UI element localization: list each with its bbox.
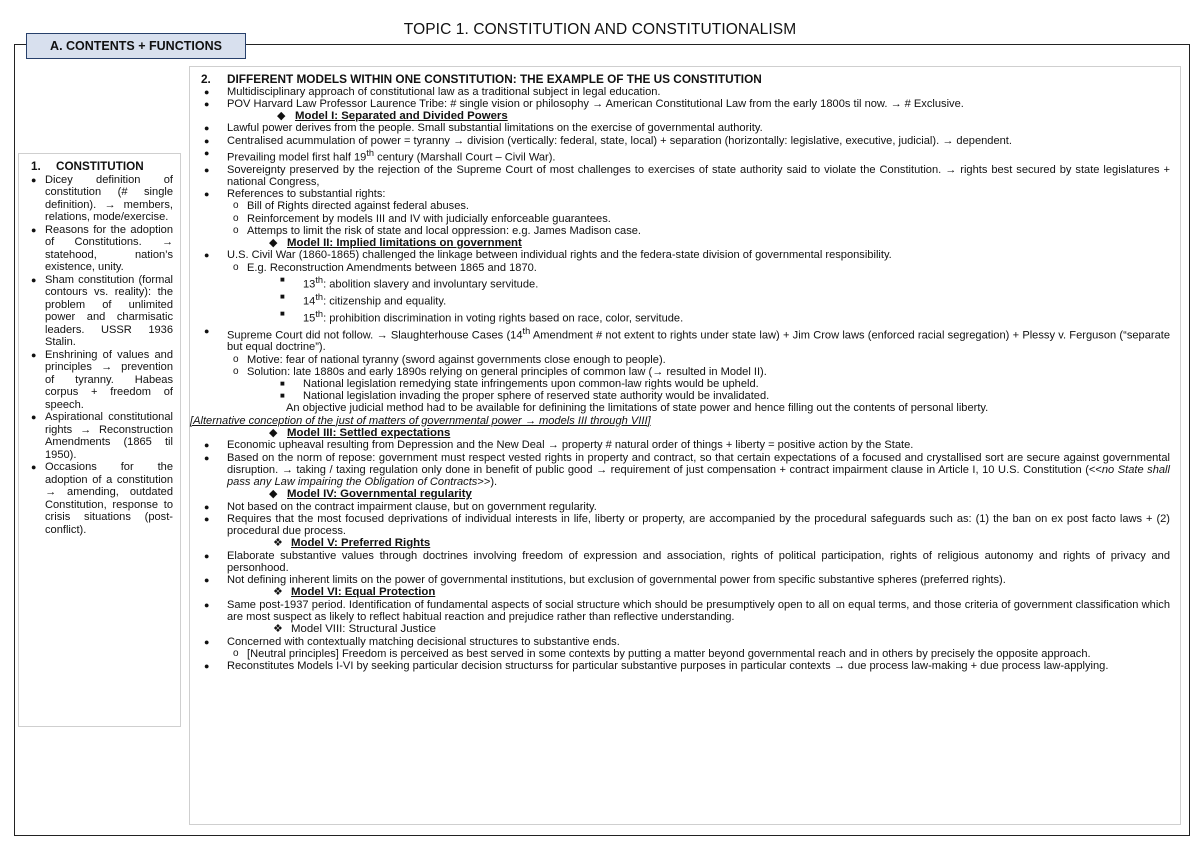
bullet-icon: ●: [31, 412, 37, 422]
diamond-icon: ◆: [277, 109, 286, 122]
list-item: ● References to substantial rights:: [201, 188, 1170, 200]
square-bullet-icon: ■: [280, 379, 285, 388]
list-item: ● Aspirational constitutional rights → Reconstruction Amendments (1865 til 1950).: [31, 411, 173, 461]
list-item: ● Sham constitution (formal contours vs. reality): the problem of unlimited power and charmisatic leaders. USSR 1936 Stalin.: [31, 273, 173, 348]
bullet-icon: ●: [31, 462, 37, 472]
circle-bullet-icon: o: [233, 647, 239, 659]
right-heading: [201, 73, 1170, 86]
sub-list-item: o Bill of Rights directed against federal abuses.: [201, 200, 1170, 212]
list-item: ● Same post-1937 period. Identification of fundamental aspects of social structure which should be presumptively open to all on equal terms, and those criteria of government classification which are most suspect as likely to reflect habitual reaction and prejudice rather than reflective understanding.: [201, 599, 1170, 623]
diamond-icon: ◆: [269, 488, 278, 501]
sub-list-item: o [Neutral principles] Freedom is perceived as best served in some contexts by putting a matter beyond governmental reach and in others by precisely the opposite approach.: [201, 648, 1170, 660]
square-bullet-icon: ■: [280, 274, 285, 284]
bullet-icon: ●: [204, 86, 210, 97]
page-title: TOPIC 1. CONSTITUTION AND CONSTITUTIONALISM: [403, 21, 797, 38]
list-item: ● Based on the norm of repose: government must respect vested rights in property and contract, so that certain expectations of a focused and crystallised sort are secure against governmental disruption. → taking / taxing regulation only done in benefit of public good → requirement of just compensation + contract impairment clause in Article I, 10 U.S. Constitution (<<no State shall pass any Law impairing the Obligation of Contracts>>).: [201, 452, 1170, 489]
sub-list-item: o Reinforcement by models III and IV with judicially enforceable guarantees.: [201, 213, 1170, 225]
list-item: ● Requires that the most focused deprivations of individual interests in life, liberty or property, are accompanied by the procedural safeguards such as: (1) the ban on ex post facto laws + (2) procedural due process.: [201, 513, 1170, 537]
bullet-icon: ●: [204, 513, 210, 524]
bullet-icon: ●: [204, 135, 210, 146]
right-column: [189, 66, 1181, 825]
left-heading-number: 1.: [31, 160, 41, 173]
list-item: ● Sovereignty preserved by the rejection of the Supreme Court of most challenges to exercises of state authority said to violate the Constitution. → rights best secured by state legislatures + national Congress,: [201, 164, 1170, 188]
model-3-title: ◆ Model III: Settled expectations: [269, 426, 451, 439]
section-tab: A. CONTENTS + FUNCTIONS: [26, 33, 246, 59]
list-item: ● Dicey definition of constitution (# single definition). → members, relations, mode/exercise.: [31, 173, 173, 223]
bullet-icon: ●: [31, 224, 37, 235]
right-heading-text: DIFFERENT MODELS WITHIN ONE CONSTITUTION: THE EXAMPLE OF THE US CONSTITUTION: [227, 72, 762, 86]
bullet-icon: ●: [204, 636, 210, 647]
bullet-icon: ●: [204, 325, 210, 336]
bullet-icon: ●: [204, 575, 210, 586]
square-bullet-icon: ■: [280, 291, 285, 301]
circle-bullet-icon: o: [233, 212, 239, 224]
model-8-title: ❖ Model VIII: Structural Justice: [273, 623, 436, 636]
list-item: ● Prevailing model first half 19th century (Marshall Court – Civil War).: [201, 147, 1170, 164]
sub-sub-list-item: ■ 14th: citizenship and equality.: [201, 291, 1170, 308]
bullet-icon: ●: [31, 174, 37, 185]
square-bullet-icon: ■: [280, 391, 285, 401]
circle-bullet-icon: o: [233, 224, 239, 236]
right-heading-number: 2.: [201, 72, 211, 86]
circle-bullet-icon: o: [233, 200, 239, 212]
list-item: ● POV Harvard Law Professor Laurence Tribe: # single vision or philosophy → American Constitutional Law from the early 1800s til now. → # Exclusive.: [201, 98, 1170, 110]
diamond-icon: ◆: [269, 236, 278, 249]
list-item: ● Elaborate substantive values through doctrines involving freedom of expression and association, rights of political participation, rights of religious autonomy and rights of privacy and personhood.: [201, 550, 1170, 574]
paragraph: An objective judicial method had to be available for definining the limitations of state power and hence filling out the contents of personal liberty.: [286, 402, 989, 415]
list-item: ● Multidisciplinary approach of constitutional law as a traditional subject in legal education.: [201, 86, 1170, 98]
list-item: ● Centralised acummulation of power = tyranny → division (vertically: federal, state, local) + separation (horizontally: legislative, executive, judicial). → dependent.: [201, 135, 1170, 147]
list-item: ● U.S. Civil War (1860-1865) challenged the linkage between individual rights and the federa-state division of governmental responsibility.: [201, 249, 1170, 261]
model-1-title: ◆ Model I: Separated and Divided Powers: [277, 109, 508, 122]
bullet-icon: ●: [204, 147, 210, 158]
bullet-icon: ●: [204, 440, 210, 451]
model-2-title: ◆ Model II: Implied limitations on government: [269, 236, 522, 249]
circle-bullet-icon: o: [233, 353, 239, 365]
list-item: ● Supreme Court did not follow. → Slaughterhouse Cases (14th Amendment # not extent to rights under state law) + Jim Crow laws (enforced racial segregation) + Plessy v. Ferguson (“separate but equal doctrine”).: [201, 325, 1170, 354]
bullet-icon: ●: [204, 164, 210, 175]
model-4-title: ◆ Model IV: Governmental regularity: [269, 488, 472, 501]
bullet-icon: ●: [31, 274, 37, 285]
list-item: ● Not defining inherent limits on the power of governmental institutions, but exclusion of governmental power from specific substantive spheres (preferred rights).: [201, 574, 1170, 586]
bullet-icon: ●: [31, 349, 37, 360]
alternative-conception-note: [Alternative conception of the just of matters of governmental power → models III through VIII]: [190, 414, 651, 427]
sub-sub-list-item: ■ 13th: abolition slavery and involuntary servitude.: [201, 274, 1170, 291]
diamond-icon: ◆: [269, 426, 278, 439]
sub-list-item: o Solution: late 1880s and early 1890s relying on general principles of common law (→ resulted in Model II).: [201, 366, 1170, 378]
bullet-icon: ●: [204, 189, 210, 200]
list-item: ● Economic upheaval resulting from Depression and the New Deal → property # natural order of things + liberty = positive action by the State.: [201, 439, 1170, 451]
bullet-icon: ●: [204, 661, 210, 672]
sub-list-item: o Attemps to limit the risk of state and local oppression: e.g. James Madison case.: [201, 225, 1170, 237]
bullet-icon: ●: [204, 123, 210, 134]
list-item: ● Occasions for the adoption of a constitution → amending, outdated Constitution, response to crisis situations (post-conflict).: [31, 461, 173, 536]
circle-bullet-icon: o: [233, 261, 239, 273]
sub-list-item: o E.g. Reconstruction Amendments between 1865 and 1870.: [201, 262, 1170, 274]
four-diamond-icon: ❖: [273, 537, 283, 550]
four-diamond-icon: ❖: [273, 623, 283, 636]
model-6-title: ❖ Model VI: Equal Protection: [273, 586, 436, 599]
list-item: ● Reconstitutes Models I-VI by seeking particular decision structurss for particular substantive purposes in particular contexts → due process law-making + due process law-applying.: [201, 660, 1170, 672]
bullet-icon: ●: [204, 452, 210, 463]
list-item: ● Reasons for the adoption of Constitutions. → statehood, nation’s existence, unity.: [31, 223, 173, 273]
list-item: ● Not based on the contract impairment clause, but on government regularity.: [201, 501, 1170, 513]
list-item: ● Lawful power derives from the people. Small substantial limitations on the exercise of governmental authority.: [201, 122, 1170, 134]
sub-sub-list-item: ■ 15th: prohibition discrimination in voting rights based on race, color, servitude.: [201, 308, 1170, 325]
model-5-title: ❖ Model V: Preferred Rights: [273, 537, 431, 550]
four-diamond-icon: ❖: [273, 586, 283, 599]
left-column: [18, 153, 181, 727]
bullet-icon: ●: [204, 250, 210, 261]
square-bullet-icon: ■: [280, 308, 285, 318]
sub-sub-list-item: ■ National legislation invading the proper sphere of reserved state authority would be invalidated.: [201, 390, 1170, 402]
sub-list-item: o Motive: fear of national tyranny (sword against governments close enough to people).: [201, 354, 1170, 366]
list-item: ● Concerned with contextually matching decisional structures to substantive ends.: [201, 636, 1170, 648]
left-heading: [31, 161, 173, 174]
bullet-icon: ●: [204, 501, 210, 512]
bullet-icon: ●: [204, 599, 210, 610]
list-item: ● Enshrining of values and principles → prevention of tyranny. Habeas corpus + freedom of speech.: [31, 348, 173, 411]
circle-bullet-icon: o: [233, 365, 239, 377]
bullet-icon: ●: [204, 98, 210, 109]
bullet-icon: ●: [204, 550, 210, 561]
left-heading-text: CONSTITUTION: [56, 160, 144, 173]
sub-sub-list-item: ■ National legislation remedying state infringements upon common-law rights would be upheld.: [201, 378, 1170, 390]
